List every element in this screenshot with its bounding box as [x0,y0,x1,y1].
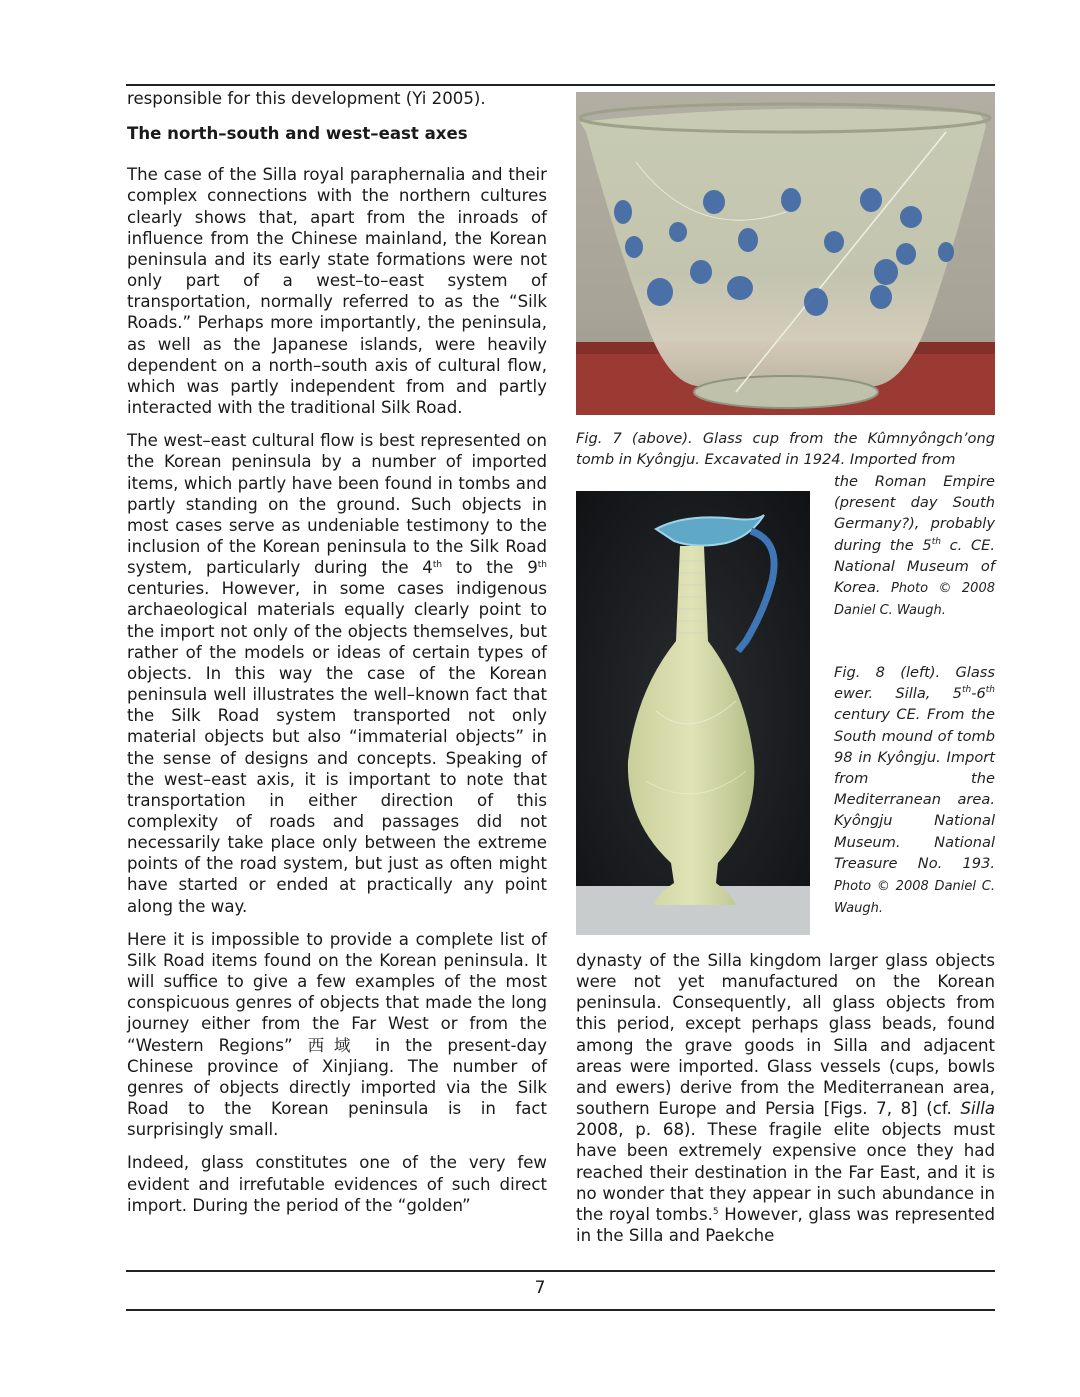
paragraph: Here it is impossible to provide a complete list of Silk Road items found on the Korean peninsula. It will suffice to give a few examples of the most conspicuous genres of objects that made the long journey either from the Far West or from the “Western Regions” 西域 in the present-day Chinese province of Xinjiang. The number of genres of objects directly imported via the Silk Road to the Korean peninsula is in fact surprisingly small. [127,929,547,1140]
left-column [127,88,547,1228]
paragraph: The case of the Silla royal paraphernalia and their complex connections with the northern cultures clearly shows that, apart from the inroads of influence from the Chinese mainland, the Korean peninsula and its early state formations were not only part of a west–to–east system of transportation, normally referred to as the “Silk Roads.” Perhaps more importantly, the peninsula, as well as the Japanese islands, were heavily dependent on a north–south axis of cultural flow, which was partly independent from and partly interacted with the traditional Silk Road. [127,165,547,418]
paragraph: Indeed, glass constitutes one of the very few evident and irrefutable evidences of such direct import. During the period of the “golden” [127,1153,547,1215]
glass-ewer-photo [576,491,810,935]
bottom-rule-lower [126,1309,995,1311]
bottom-rule-upper [126,1270,995,1272]
fig7-caption-top: Fig. 7 (above). Glass cup from the Kûmnyôngch’ong tomb in Kyôngju. Excavated in 1924. Imported from [576,430,995,469]
top-rule [126,84,995,86]
page-number: 7 [534,1278,546,1298]
fig7-caption-side: the Roman Empire (present day South Germany?), probably during the 5th c. CE. National Museum of Korea. Photo © 2008 Daniel C. Waugh. [834,473,995,619]
fig8-caption: Fig. 8 (left). Glass ewer. Silla, 5th-6th century CE. From the South mound of tomb 98 in Kyôngju. Import from the Mediterranean area. Kyôngju National Museum. National Treasure No. 193. Photo © 2008 Daniel C. Waugh. [834,664,995,917]
glass-cup-photo [576,92,995,415]
paragraph: The west–east cultural flow is best represented on the Korean peninsula by a number of imported items, which partly have been found in tombs and partly standing on the ground. Such objects in most cases serve as undeniable testimony to the inclusion of the Korean peninsula to the Silk Road system, particularly during the 4th to the 9th centuries. However, in some cases indigenous archaeological materials equally clearly point to the import not only of the objects themselves, but rather of the models or ideas of certain types of objects. In this way the case of the Korean peninsula well illustrates the well–known fact that the Silk Road system transported not only material objects but also “immaterial objects” in the sense of designs and concepts. Speaking of the west–east axis, it is important to note that transportation in either direction of this complexity of roads and passages did not necessarily take place only between the extreme points of the road system, but just as often might have started or ended at practically any point along the way. [127,431,547,916]
section-heading: The north–south and west–east axes [127,124,468,144]
paragraph-continued: responsible for this development (Yi 2005). [127,89,486,108]
paragraph-right-continuation: dynasty of the Silla kingdom larger glass objects were not yet manufactured on the Korean peninsula. Consequently, all glass objects from this period, except perhaps glass beads, found among the grave goods in Silla and adjacent areas were imported. Glass vessels (cups, bowls and ewers) derive from the Mediterranean area, southern Europe and Persia [Figs. 7, 8] (cf. Silla 2008, p. 68). These fragile elite objects must have been extremely expensive once they had reached their destination in the Far East, and it is no wonder that they appear in such abundance in the royal tombs.$^5$ However, glass was represented in the Silla and Paekche [576,951,995,1246]
